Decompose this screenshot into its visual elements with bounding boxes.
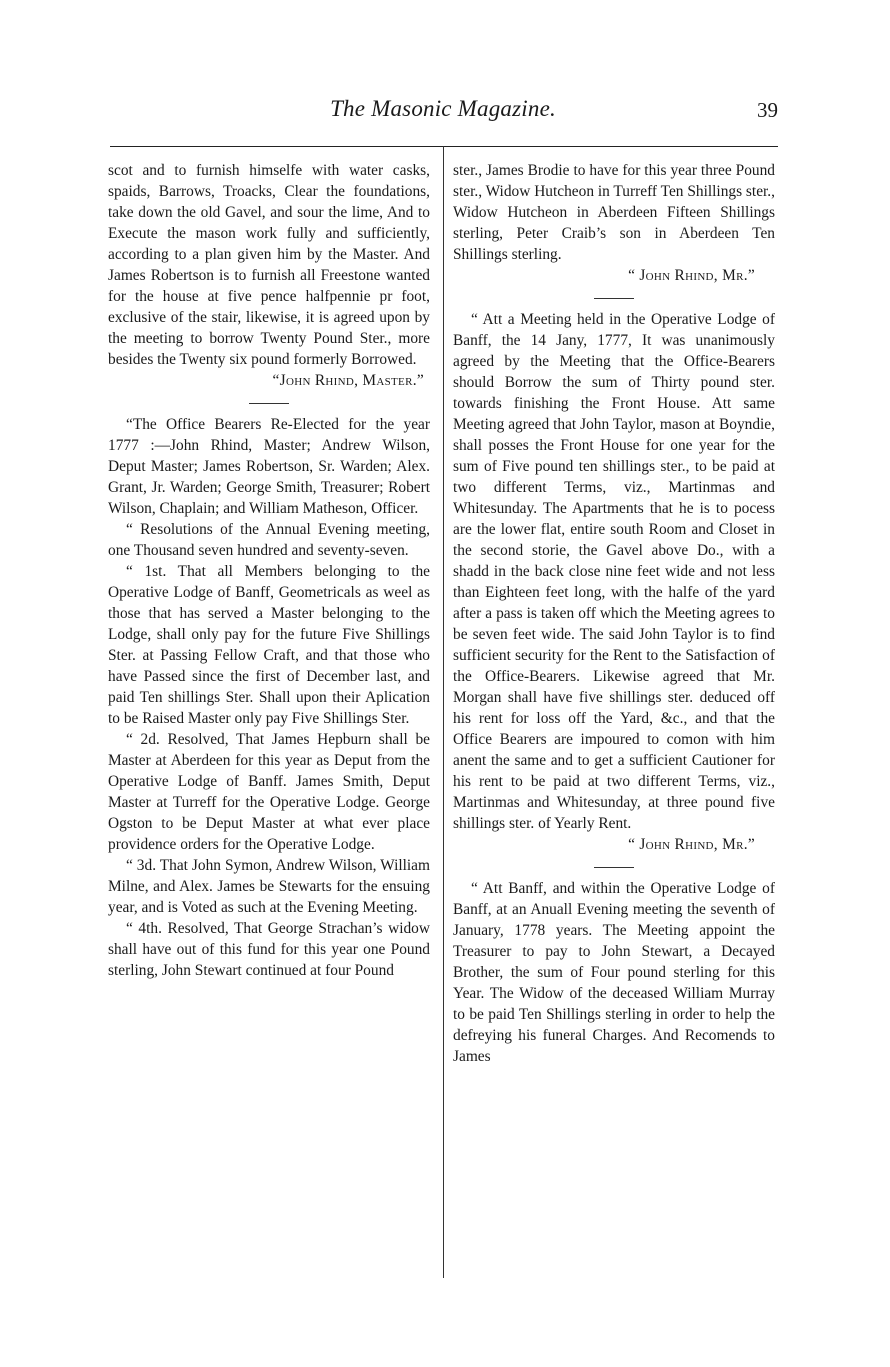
- signature-john-rhind-master: “John Rhind, Master.”: [272, 372, 424, 389]
- page-number: 39: [757, 98, 778, 122]
- paragraph-meeting-1777: “ Att a Meeting held in the Operative Lodge of Banff, the 14 Jany, 1777, It was unanimously agreed by the Meeting that the Office-Bearers should Borrow the sum of Thirty pound ster. towards finishing the Front House. Att same Meeting agreed that John Taylor, mason at Boyndie, shall posses the Front House for one year for the sum of Five pound ten shillings ster., to be paid at two different Terms, viz., Martinmas and Whitesunday. The Apartments that he is to pocess are the lower flat, entire south Room and Closet in the second storie, the Gavel above Do., with a shadd in the back close nine feet wide and not less than Eighteen feet long, with the halfe of the yard after a pass is taken off which the Meeting agrees to be seven feet wide. The said John Taylor is to find sufficient security for the Rent to the Satisfaction of the Office-Bearers. Likewise agreed that Mr. Morgan shall have five shillings ster. deduced off his rent for loss off the Yard, &c., and that the Office Bearers are impoured to comon with him anent the same and to get a sufficient Cautioner for his rent to be paid at two different Terms, viz., Martinmas and Whitesunday, at three pound five shillings ster. of Yearly Rent.: [453, 311, 775, 832]
- paragraph-resolution-3d: “ 3d. That John Symon, Andrew Wilson, William Milne, and Alex. James be Stewarts for the ensuing year, and is Voted as such at the Evening Meeting.: [108, 857, 430, 916]
- paragraph-continued-right: ster., James Brodie to have for this year three Pound ster., Widow Hutcheon in Turreff Ten Shillings ster., Widow Hutcheon in Aberdeen Fifteen Shillings sterling, Peter Craib’s son in Aberdeen Ten Shillings sterling.: [453, 162, 775, 263]
- section-rule: [249, 403, 289, 404]
- magazine-title: The Masonic Magazine.: [330, 96, 556, 121]
- right-column: [453, 160, 775, 1067]
- signature-john-rhind-mr-2: “ John Rhind, Mr.”: [628, 836, 755, 853]
- left-column: [108, 160, 430, 981]
- header-rule: [110, 146, 778, 147]
- running-header: [108, 96, 778, 126]
- paragraph-office-bearers: “The Office Bearers Re-Elected for the year 1777 :—John Rhind, Master; Andrew Wilson, Deput Master; James Robertson, Sr. Warden; Alex. Grant, Jr. Warden; George Smith, Treasurer; Robert Wilson, Chaplain; and William Matheson, Officer.: [108, 416, 430, 517]
- paragraph-resolution-2d: “ 2d. Resolved, That James Hepburn shall be Master at Aberdeen for this year as Deput from the Operative Lodge of Banff. James Smith, Deput Master at Turreff for the Operative Lodge. George Ogston to be Deput Master at what ever place providence orders for the Operative Lodge.: [108, 731, 430, 853]
- paragraph-resolution-1st: “ 1st. That all Members belonging to the Operative Lodge of Banff, Geometricals as weel as those that has served a Master belonging to the Lodge, shall only pay for the future Five Shillings Ster. at Passing Fellow Craft, and that those who have Passed since the first of December last, and paid Ten shillings Ster. Shall upon their Aplication to be Raised Master only pay Five Shillings Ster.: [108, 563, 430, 727]
- paragraph-resolutions: “ Resolutions of the Annual Evening meeting, one Thousand seven hundred and seventy-seven.: [108, 521, 430, 559]
- section-rule: [594, 298, 634, 299]
- paragraph-resolution-4th: “ 4th. Resolved, That George Strachan’s widow shall have out of this fund for this year one Pound sterling, John Stewart continued at four Pound: [108, 920, 430, 979]
- paragraph-meeting-1778: “ Att Banff, and within the Operative Lodge of Banff, at an Anuall Evening meeting the seventh of January, 1778 years. The Meeting appoint the Treasurer to pay to John Stewart, a Decayed Brother, the sum of Four pound sterling for this Year. The Widow of the deceased William Murray to be paid Ten Shillings sterling in order to help the defreying his funeral Charges. And Recomends to James: [453, 880, 775, 1065]
- section-rule: [594, 867, 634, 868]
- column-divider: [443, 146, 444, 1278]
- paragraph-continued: scot and to furnish himselfe with water casks, spaids, Barrows, Troacks, Clear the foundations, take down the old Gavel, and sour the lime, And to Execute the mason work fully and sufficiently, according to a plan given him by the Master. And James Robertson is to furnish all Freestone wanted for the house at five pence halfpennie pr foot, exclusive of the stair, likewise, it is agreed upon by the meeting to borrow Twenty Pound Ster., more besides the Twenty six pound formerly Borrowed.: [108, 162, 430, 368]
- signature-john-rhind-mr: “ John Rhind, Mr.”: [628, 267, 755, 284]
